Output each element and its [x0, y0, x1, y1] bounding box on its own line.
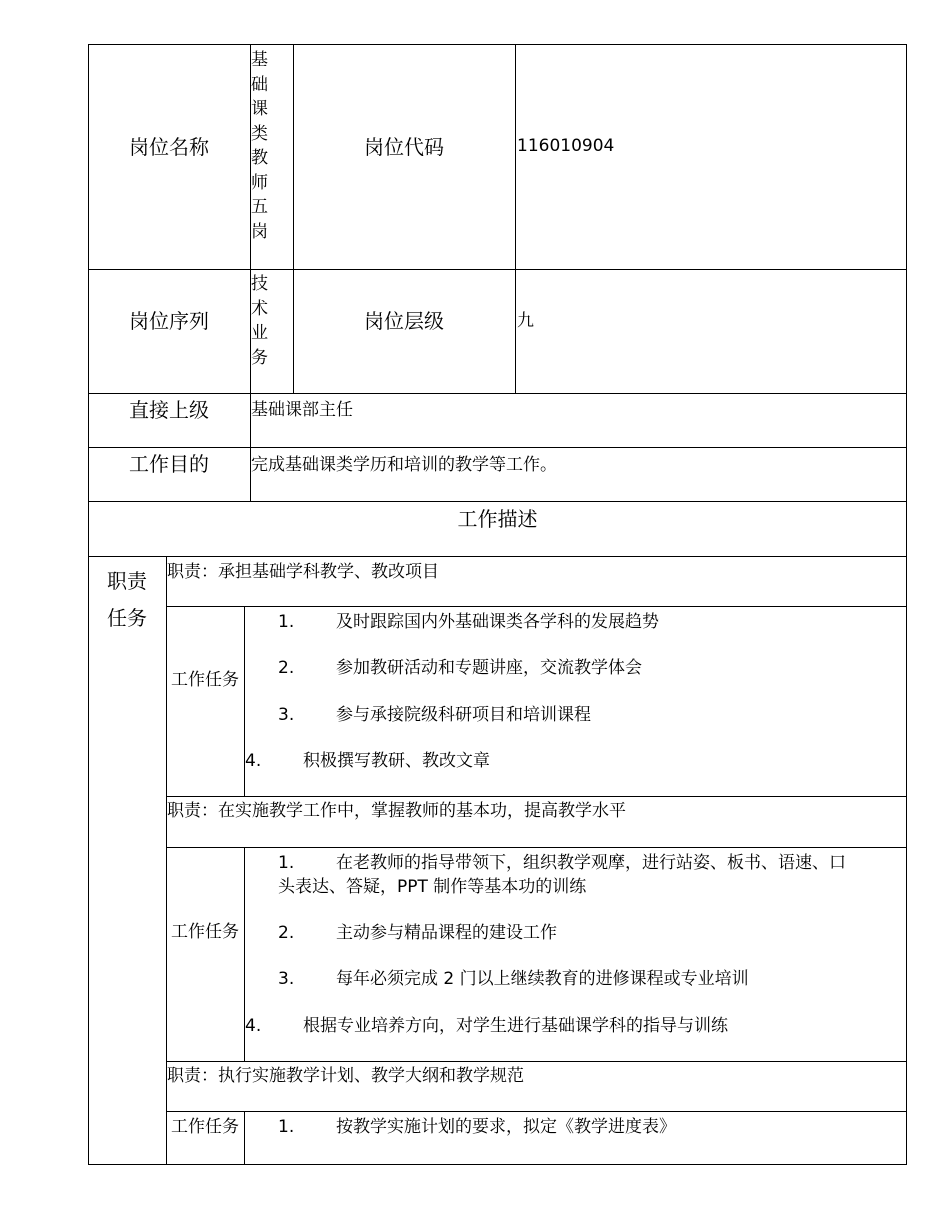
- task-number: 4.: [245, 1016, 262, 1036]
- sequence-value: 技术业务: [251, 274, 268, 368]
- task-3-1: [278, 1115, 676, 1139]
- description-title: 工作描述: [457, 507, 538, 531]
- duty-1: 职责：承担基础学科教学、教改项目: [167, 562, 439, 582]
- position-name-label: 岗位名称: [129, 135, 209, 159]
- task-number: 1.: [278, 853, 295, 873]
- task-number: 1.: [278, 1117, 295, 1137]
- task-2-1: [278, 851, 846, 875]
- superior-value: 基础课部主任: [251, 400, 353, 420]
- task-1-4: [245, 749, 490, 773]
- task-text: 在老教师的指导带领下，组织教学观摩，进行站姿、板书、语速、口: [336, 853, 846, 873]
- task-1-2: [278, 656, 642, 680]
- task-number: 3.: [278, 705, 295, 725]
- task-text: 主动参与精品课程的建设工作: [336, 923, 557, 943]
- duty-2: 职责：在实施教学工作中，掌握教师的基本功，提高教学水平: [167, 801, 626, 821]
- task-label-2: 工作任务: [171, 922, 239, 942]
- task-text: 每年必须完成 2 门以上继续教育的进修课程或专业培训: [336, 969, 749, 989]
- task-1-3: [278, 703, 591, 727]
- task-text: 积极撰写教研、教改文章: [303, 751, 490, 771]
- position-code-value: 116010904: [517, 136, 615, 156]
- task-label-1: 工作任务: [171, 670, 239, 690]
- superior-label: 直接上级: [129, 398, 209, 422]
- task-2-2: [278, 921, 557, 945]
- task-2-4: [245, 1014, 728, 1038]
- task-label-3: 工作任务: [171, 1117, 239, 1137]
- task-number: 4.: [245, 751, 262, 771]
- task-text: 参加教研活动和专题讲座，交流教学体会: [336, 658, 642, 678]
- duty-3: 职责：执行实施教学计划、教学大纲和教学规范: [167, 1066, 524, 1086]
- position-name-value: 基础课类教师五岗: [251, 50, 268, 242]
- position-code-label: 岗位代码: [364, 135, 444, 159]
- level-value: 九: [517, 311, 534, 331]
- purpose-value: 完成基础课类学历和培训的教学等工作。: [251, 455, 557, 475]
- sequence-label: 岗位序列: [129, 309, 209, 333]
- purpose-label: 工作目的: [129, 452, 209, 476]
- task-text: 根据专业培养方向，对学生进行基础课学科的指导与训练: [303, 1016, 728, 1036]
- task-text: 参与承接院级科研项目和培训课程: [336, 705, 591, 725]
- duties-label-line1: 职责: [107, 569, 147, 593]
- task-2-1-continuation: 头表达、答疑，PPT 制作等基本功的训练: [278, 877, 587, 897]
- task-number: 3.: [278, 969, 295, 989]
- task-1-1: [278, 610, 659, 634]
- duties-label-line2: 任务: [107, 606, 147, 630]
- task-number: 2.: [278, 658, 295, 678]
- task-text: 按教学实施计划的要求，拟定《教学进度表》: [336, 1117, 676, 1137]
- task-text: 及时跟踪国内外基础课类各学科的发展趋势: [336, 612, 659, 632]
- task-number: 1.: [278, 612, 295, 632]
- task-number: 2.: [278, 923, 295, 943]
- task-2-3: [278, 967, 749, 991]
- level-label: 岗位层级: [364, 309, 444, 333]
